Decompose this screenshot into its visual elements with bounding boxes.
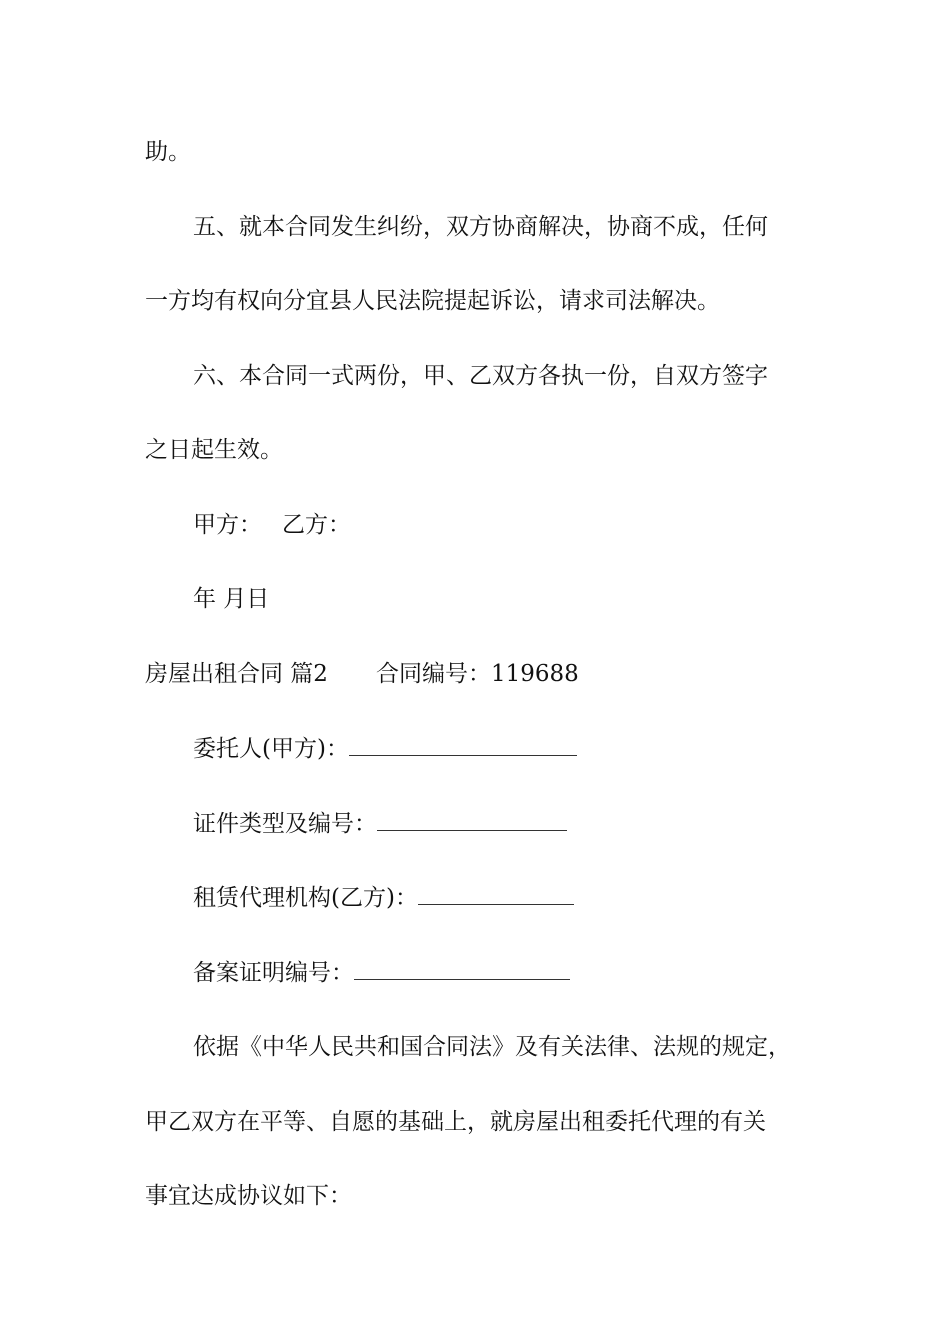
record-label: 备案证明编号： [193, 960, 354, 986]
preamble-line-2: 甲乙双方在平等、自愿的基础上，就房屋出租委托代理的有关 [145, 1109, 766, 1135]
clause-6-line-2: 之日起生效。 [145, 437, 283, 463]
party-a-label: 甲方： [193, 512, 262, 538]
section-title: 房屋出租合同 篇2 [145, 661, 328, 687]
record-blank [354, 959, 570, 980]
record-field [193, 958, 570, 988]
signature-parties [193, 510, 351, 540]
preamble-line-1: 依据《中华人民共和国合同法》及有关法律、法规的规定， [193, 1034, 791, 1060]
agency-blank [418, 884, 574, 905]
contract-number-label: 合同编号： [375, 661, 491, 687]
client-blank [349, 735, 577, 756]
id-label: 证件类型及编号： [193, 811, 377, 837]
agency-field [193, 883, 574, 913]
date-line: 年 月日 [193, 586, 270, 612]
section-heading [145, 659, 579, 689]
clause-6-line-1: 六、本合同一式两份，甲、乙双方各执一份，自双方签字 [193, 363, 768, 389]
preamble-line-3: 事宜达成协议如下： [145, 1183, 352, 1209]
id-field [193, 809, 567, 839]
client-label: 委托人(甲方)： [193, 736, 349, 762]
client-field [193, 734, 577, 764]
agency-label: 租赁代理机构(乙方)： [193, 885, 418, 911]
clause-5-line-1: 五、就本合同发生纠纷，双方协商解决，协商不成，任何 [193, 214, 768, 240]
id-blank [377, 810, 567, 831]
contract-number: 119688 [490, 661, 579, 687]
party-b-label: 乙方： [282, 512, 351, 538]
paragraph-continuation: 助。 [145, 139, 191, 165]
clause-5-line-2: 一方均有权向分宜县人民法院提起诉讼，请求司法解决。 [145, 288, 720, 314]
